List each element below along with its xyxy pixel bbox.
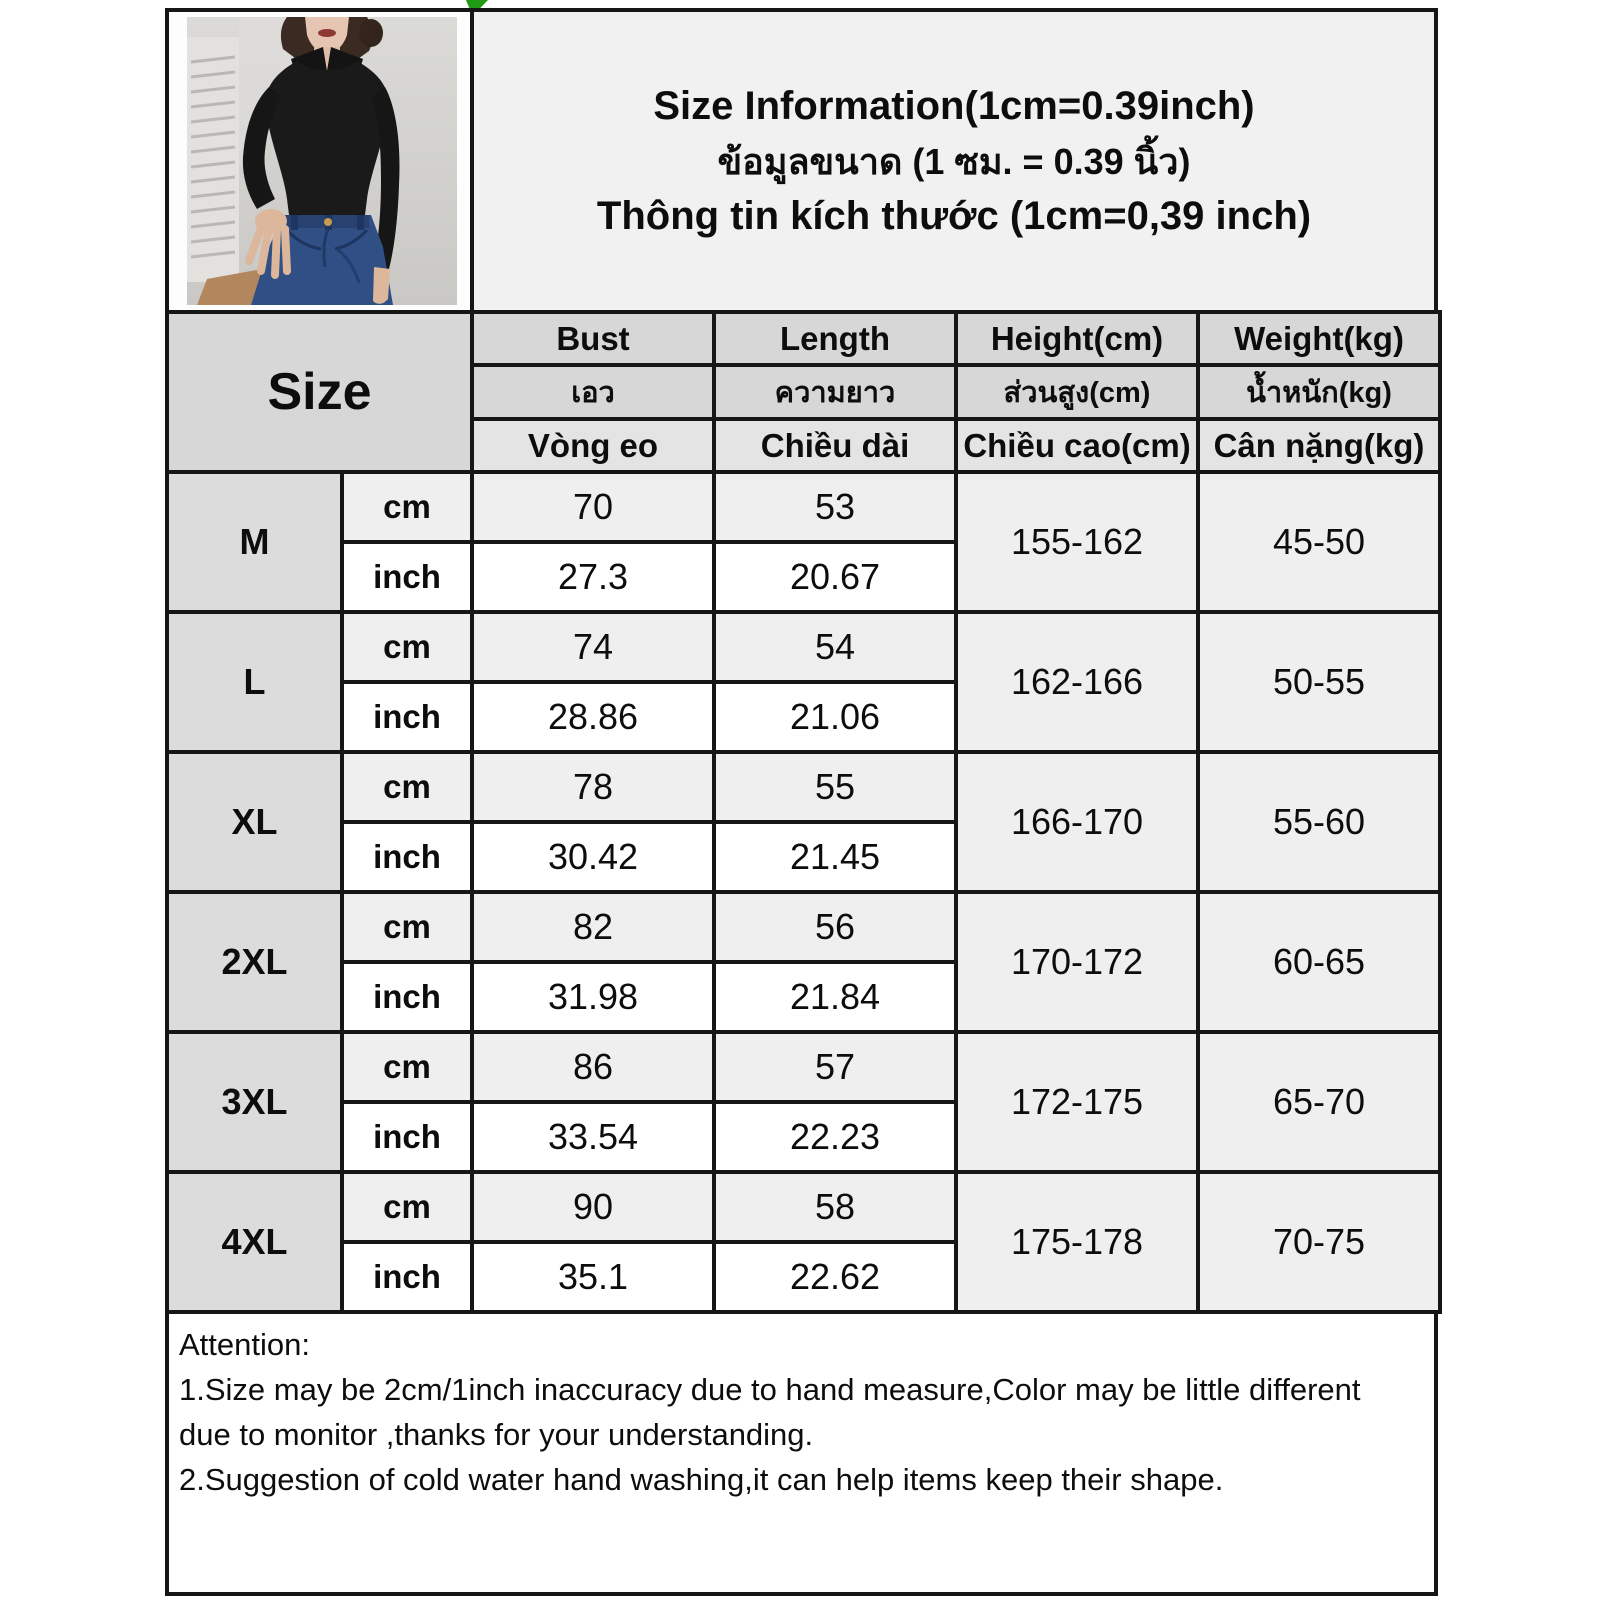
unit-inch-label: inch <box>342 682 472 752</box>
col-header-bust-en: Bust <box>472 312 714 365</box>
header-band <box>165 8 1438 310</box>
length-inch-value: 22.62 <box>714 1242 956 1312</box>
height-range-value: 162-166 <box>956 612 1198 752</box>
size-label: L <box>167 612 342 752</box>
length-cm-value: 58 <box>714 1172 956 1242</box>
weight-range-value: 55-60 <box>1198 752 1440 892</box>
col-header-bust-vi: Vòng eo <box>472 419 714 472</box>
attention-box <box>165 1314 1438 1596</box>
length-cm-value: 53 <box>714 472 956 542</box>
bust-cm-value: 70 <box>472 472 714 542</box>
col-header-length-vi: Chiều dài <box>714 419 956 472</box>
attention-line-2: due to monitor ,thanks for your understanding. <box>179 1417 814 1452</box>
weight-range-value: 65-70 <box>1198 1032 1440 1172</box>
size-chart-sheet <box>165 8 1438 1596</box>
unit-cm-label: cm <box>342 1032 472 1102</box>
unit-inch-label: inch <box>342 542 472 612</box>
size-information-title <box>474 12 1434 310</box>
title-thai: ข้อมูลขนาด (1 ซม. = 0.39 นิ้ว) <box>717 140 1191 182</box>
length-cm-value: 56 <box>714 892 956 962</box>
unit-cm-label: cm <box>342 752 472 822</box>
bust-inch-value: 27.3 <box>472 542 714 612</box>
title-vietnamese: Thông tin kích thước (1cm=0,39 inch) <box>596 193 1312 238</box>
weight-range-value: 50-55 <box>1198 612 1440 752</box>
col-header-weight-th: น้ำหนัก(kg) <box>1198 365 1440 419</box>
table-row <box>167 1172 1440 1242</box>
length-inch-value: 21.84 <box>714 962 956 1032</box>
bust-cm-value: 78 <box>472 752 714 822</box>
height-range-value: 170-172 <box>956 892 1198 1032</box>
unit-cm-label: cm <box>342 892 472 962</box>
size-label: 4XL <box>167 1172 342 1312</box>
product-photo <box>169 12 474 310</box>
unit-inch-label: inch <box>342 822 472 892</box>
bust-cm-value: 86 <box>472 1032 714 1102</box>
weight-range-value: 45-50 <box>1198 472 1440 612</box>
col-header-height-vi: Chiều cao(cm) <box>956 419 1198 472</box>
attention-line-1: 1.Size may be 2cm/1inch inaccuracy due to hand measure,Color may be little different <box>179 1372 1361 1407</box>
unit-cm-label: cm <box>342 612 472 682</box>
bust-cm-value: 90 <box>472 1172 714 1242</box>
table-row <box>167 472 1440 542</box>
col-header-length-en: Length <box>714 312 956 365</box>
product-photo-illustration <box>187 17 457 305</box>
height-range-value: 166-170 <box>956 752 1198 892</box>
col-header-length-th: ความยาว <box>714 365 956 419</box>
bust-inch-value: 33.54 <box>472 1102 714 1172</box>
table-row <box>167 1032 1440 1102</box>
weight-range-value: 60-65 <box>1198 892 1440 1032</box>
unit-cm-label: cm <box>342 472 472 542</box>
size-label: M <box>167 472 342 612</box>
unit-cm-label: cm <box>342 1172 472 1242</box>
unit-inch-label: inch <box>342 962 472 1032</box>
size-column-header: Size <box>167 312 472 472</box>
size-label: XL <box>167 752 342 892</box>
bust-cm-value: 74 <box>472 612 714 682</box>
bust-inch-value: 31.98 <box>472 962 714 1032</box>
size-label: 2XL <box>167 892 342 1032</box>
col-header-height-th: ส่วนสูง(cm) <box>956 365 1198 419</box>
height-range-value: 155-162 <box>956 472 1198 612</box>
length-inch-value: 21.45 <box>714 822 956 892</box>
length-cm-value: 57 <box>714 1032 956 1102</box>
bust-inch-value: 28.86 <box>472 682 714 752</box>
attention-heading: Attention: <box>179 1327 310 1362</box>
col-header-weight-vi: Cân nặng(kg) <box>1198 419 1440 472</box>
table-row <box>167 752 1440 822</box>
size-label: 3XL <box>167 1032 342 1172</box>
title-english: Size Information(1cm=0.39inch) <box>653 83 1255 128</box>
table-row <box>167 892 1440 962</box>
weight-range-value: 70-75 <box>1198 1172 1440 1312</box>
unit-inch-label: inch <box>342 1242 472 1312</box>
unit-inch-label: inch <box>342 1102 472 1172</box>
col-header-weight-en: Weight(kg) <box>1198 312 1440 365</box>
col-header-bust-th: เอว <box>472 365 714 419</box>
length-cm-value: 54 <box>714 612 956 682</box>
bust-inch-value: 30.42 <box>472 822 714 892</box>
height-range-value: 175-178 <box>956 1172 1198 1312</box>
attention-line-3: 2.Suggestion of cold water hand washing,it can help items keep their shape. <box>179 1462 1224 1497</box>
bust-cm-value: 82 <box>472 892 714 962</box>
length-inch-value: 20.67 <box>714 542 956 612</box>
size-table <box>165 310 1442 1314</box>
length-inch-value: 21.06 <box>714 682 956 752</box>
height-range-value: 172-175 <box>956 1032 1198 1172</box>
length-cm-value: 55 <box>714 752 956 822</box>
table-row <box>167 612 1440 682</box>
bust-inch-value: 35.1 <box>472 1242 714 1312</box>
col-header-height-en: Height(cm) <box>956 312 1198 365</box>
length-inch-value: 22.23 <box>714 1102 956 1172</box>
